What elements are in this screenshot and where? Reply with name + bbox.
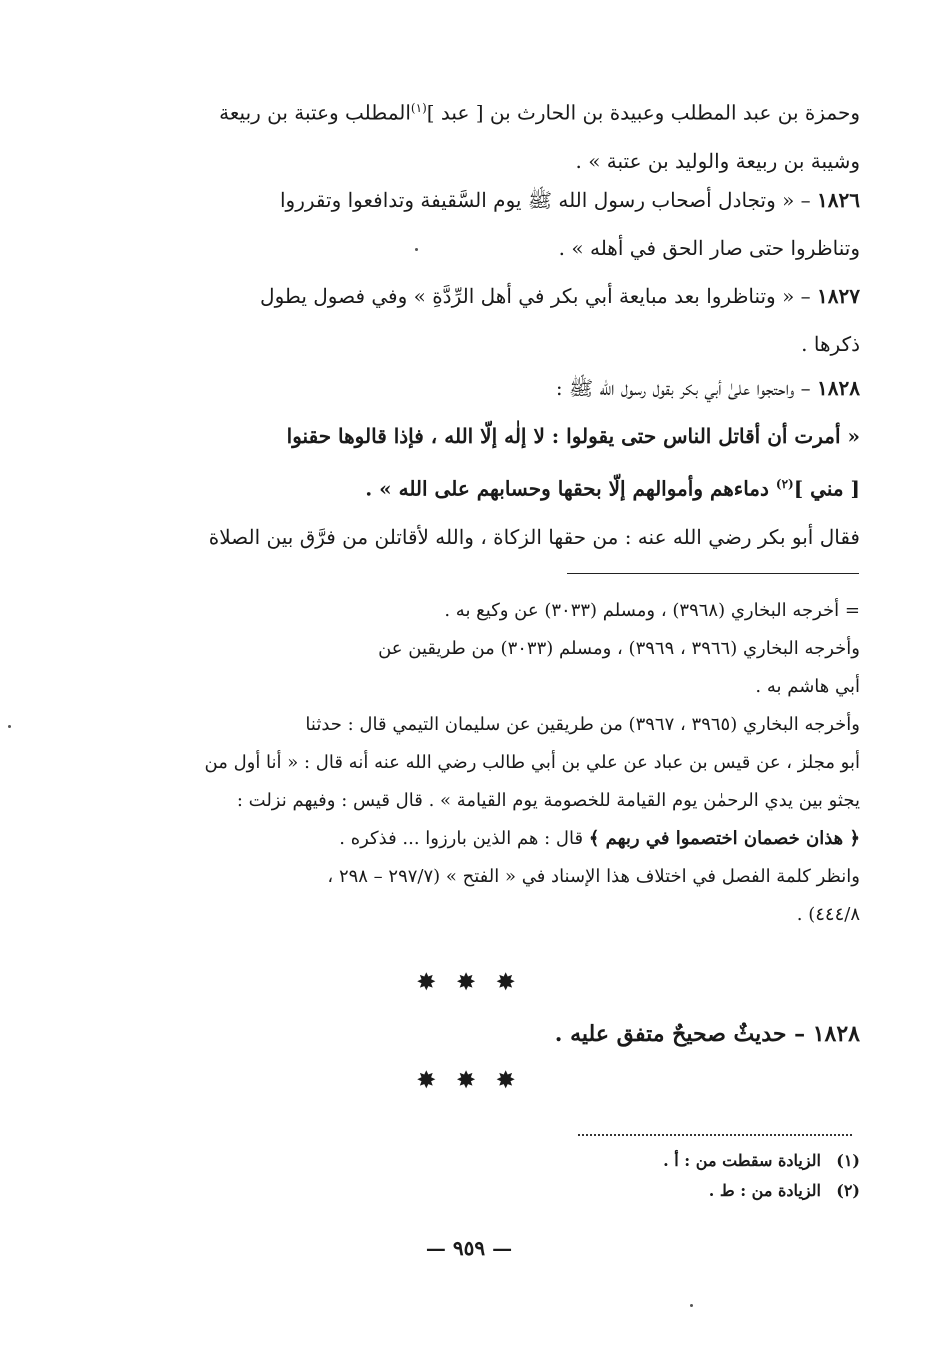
hadith-text: « أمرت أن أقاتل الناس حتى يقولوا : لا إلٰه إلّا الله ، فإذا قالوها حقنوا — [286, 424, 860, 448]
item-1827 — [166, 272, 860, 368]
text-line: ١٨٢٨ – واحتجوا علىٰ أبي بكر بقول رسول الله ﷺ : — [555, 376, 860, 400]
note-line: = أخرجه البخاري (٣٩٦٨) ، ومسلم (٣٠٣٣) عن وكيع به . — [444, 600, 860, 621]
separator-rule — [567, 573, 859, 574]
text-line: وحمزة بن عبد المطلب وعبيدة بن الحارث بن [ عبد ]$^{(١)}$المطلب وعتبة بن ربيعة — [219, 100, 860, 125]
note-line: ﴿ هذان خصمان اختصموا في ربهم ﴾ قال : هم الذين بارزوا ... فذكره . — [339, 828, 860, 849]
footnote-item: (٢) الزيادة من : ط . — [708, 1181, 860, 1200]
item-1828 — [166, 364, 860, 561]
note-line: وأخرجه البخاري (٣٩٦٦ ، ٣٩٦٩) ، ومسلم (٣٠٣٣) من طريقين عن — [378, 638, 860, 659]
section-stars-bottom: ✸ ✸ ✸ — [416, 1066, 522, 1094]
scan-speck — [8, 725, 11, 728]
text-line: فقال أبو بكر رضي الله عنه : من حقها الزكاة ، والله لأقاتلن من فرَّق بين الصلاة — [208, 524, 860, 549]
footnote-item: (١) الزيادة سقطت من : أ . — [663, 1151, 860, 1170]
note-line: ٤٤٤/٨) . — [796, 904, 860, 925]
item-number: ١٨٢٦ — [817, 188, 860, 212]
item-number: ١٨٢٧ — [817, 284, 860, 308]
note-line: وأخرجه البخاري (٣٩٦٥ ، ٣٩٦٧) من طريقين عن سليمان التيمي قال : حدثنا — [305, 714, 860, 735]
paragraph-opening — [166, 84, 860, 185]
page-number: — ٩٥٩ — — [425, 1236, 513, 1260]
footnote-ref: (٢) — [775, 477, 794, 491]
text-line: ذكرها . — [801, 332, 860, 356]
section-stars-top: ✸ ✸ ✸ — [416, 968, 522, 996]
note-line: أبو مجلز ، عن قيس بن عباد عن علي بن أبي طالب رضي الله عنه أنه قال : « أنا أول من — [204, 752, 860, 773]
text-line: وشيبة بن ربيعة والوليد بن عتبة » . — [575, 148, 860, 173]
note-line: وانظر كلمة الفصل في اختلاف هذا الإسناد في « الفتح » (٢٩٧/٧ – ٢٩٨ ، — [327, 866, 860, 887]
item-number: ١٨٢٨ — [817, 376, 860, 400]
text-line: وتناظروا حتى صار الحق في أهله » . — [558, 236, 860, 260]
item-1826 — [166, 176, 860, 272]
text-line: ١٨٢٧ – « وتناظروا بعد مبايعة أبي بكر في أهل الرِّدَّةِ » وفي فصول يطول — [260, 284, 860, 308]
text-line: ١٨٢٦ – « وتجادل أصحاب رسول الله ﷺ يوم السَّقيفة وتدافعوا وتقرروا — [280, 188, 860, 212]
footnotes — [166, 1146, 860, 1206]
note-line: يجثو بين يدي الرحمٰن يوم القيامة للخصومة يوم القيامة » . قال قيس : وفيهم نزلت : — [236, 790, 860, 811]
notes-block — [166, 592, 860, 934]
footnote-separator — [578, 1134, 852, 1136]
footnote-marker: (٢) — [836, 1181, 860, 1200]
verdict-heading: ١٨٢٨ – حديثٌ صحيحٌ متفق عليه . — [554, 1021, 860, 1047]
scan-speck — [415, 248, 418, 251]
footnote-marker: (١) — [836, 1151, 860, 1170]
scan-speck — [690, 1304, 693, 1307]
note-line: أبي هاشم به . — [755, 676, 860, 697]
footnote-ref: (١) — [410, 101, 427, 115]
hadith-text: [ مني ]$^{(٢)}$ دماءهم وأموالهم إلّا بحقها وحسابهم على الله » . — [365, 476, 860, 501]
quran-quote: ﴿ هذان خصمان اختصموا في ربهم ﴾ — [588, 828, 860, 849]
